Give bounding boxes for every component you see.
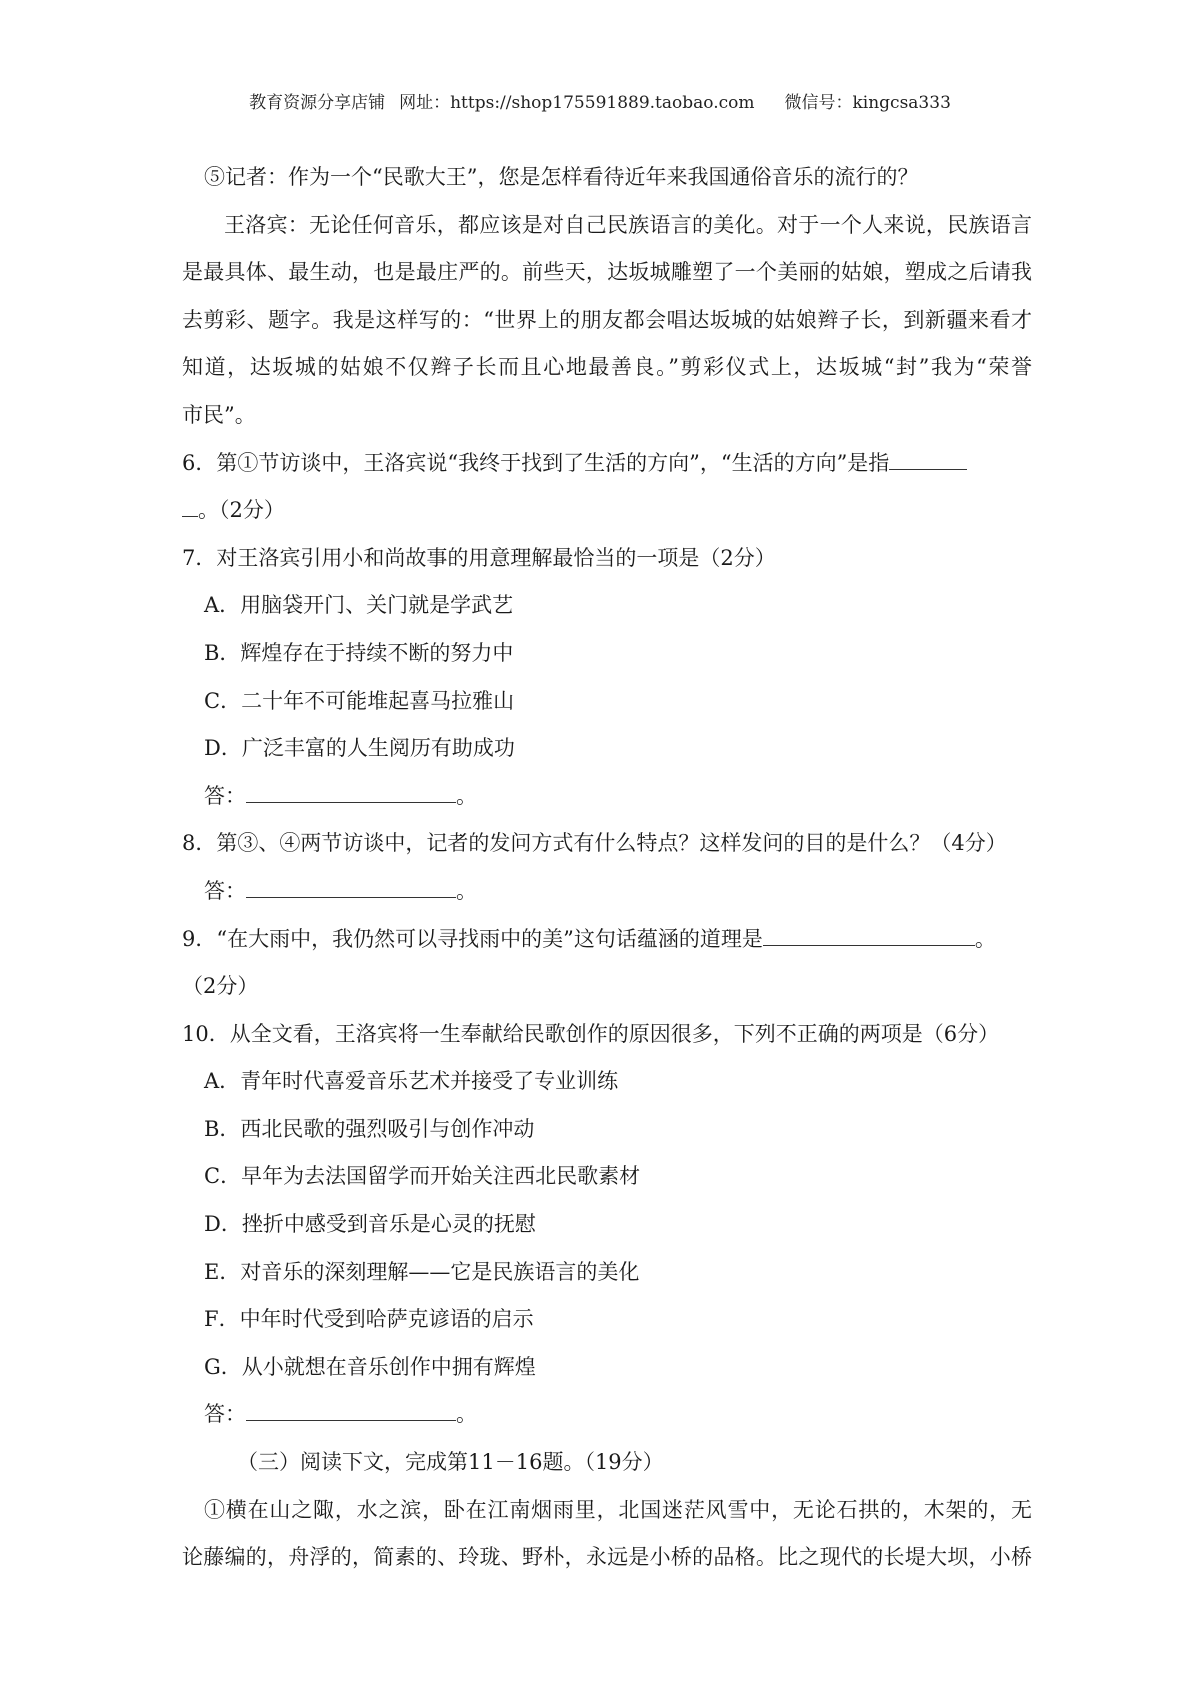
header-shop: 教育资源分享店铺 bbox=[249, 93, 386, 113]
interview-answer-5-line-4: 知道，达坂城的姑娘不仅辫子长而且心地最善良。”剪彩仪式上，达坂城“封”我为“荣誉 bbox=[182, 355, 1032, 380]
header-url: 网址：https://shop175591889.taobao.com bbox=[399, 93, 755, 113]
section-3-paragraph-1-line-1: ①横在山之陬，水之滨，卧在江南烟雨里，北国迷茫风雪中，无论石拱的，木架的，无 bbox=[204, 1497, 1032, 1522]
answer-end: 。 bbox=[456, 878, 477, 903]
question-6-text: 6．第①节访谈中，王洛宾说“我终于找到了生活的方向”，“生活的方向”是指 bbox=[182, 450, 890, 475]
interview-answer-5-line-1: 王洛宾：无论任何音乐，都应该是对自己民族语言的美化。对于一个人来说，民族语言 bbox=[224, 212, 1032, 237]
question-7-stem: 7．对王洛宾引用小和尚故事的用意理解最恰当的一项是（2分） bbox=[182, 545, 776, 570]
question-7-option-c: C．二十年不可能堆起喜马拉雅山 bbox=[204, 688, 515, 713]
page-header bbox=[0, 88, 1200, 113]
question-10-option-d: D．挫折中感受到音乐是心灵的抚慰 bbox=[204, 1212, 536, 1237]
question-6-continued bbox=[182, 487, 1032, 535]
question-9-end: 。 bbox=[974, 926, 996, 951]
question-8-stem: 8．第③、④两节访谈中，记者的发问方式有什么特点？这样发问的目的是什么？（4分） bbox=[182, 831, 1007, 856]
question-7-answer-blank[interactable] bbox=[246, 778, 456, 803]
question-10-answer bbox=[182, 1391, 1032, 1439]
question-9-answer-blank[interactable] bbox=[763, 921, 975, 946]
question-10-option-b: B．西北民歌的强烈吸引与创作冲动 bbox=[204, 1116, 535, 1141]
interview-question-5: ⑤记者：作为一个“民歌大王”，您是怎样看待近年来我国通俗音乐的流行的？ bbox=[204, 165, 919, 189]
question-7-option-b: B．辉煌存在于持续不断的努力中 bbox=[204, 640, 514, 665]
interview-answer-5-line-2: 是最具体、最生动，也是最庄严的。前些天，达坂城雕塑了一个美丽的姑娘，塑成之后请我 bbox=[182, 260, 1032, 285]
question-9-points: （2分） bbox=[182, 974, 259, 999]
section-3-paragraph-1-line-2: 论藤编的，舟浮的，简素的、玲珑、野朴，永远是小桥的品格。比之现代的长堤大坝，小桥 bbox=[182, 1545, 1032, 1570]
answer-label: 答： bbox=[204, 1402, 246, 1427]
question-10-option-c: C．早年为去法国留学而开始关注西北民歌素材 bbox=[204, 1164, 641, 1189]
question-10-option-e: E．对音乐的深刻理解——它是民族语言的美化 bbox=[204, 1259, 640, 1284]
question-6-points: 。（2分） bbox=[198, 498, 285, 523]
question-6 bbox=[182, 440, 1032, 488]
question-10-option-g: G．从小就想在音乐创作中拥有辉煌 bbox=[204, 1354, 536, 1379]
answer-label: 答： bbox=[204, 783, 246, 808]
interview-answer-5-line-3: 去剪彩、题字。我是这样写的：“世界上的朋友都会唱达坂城的姑娘辫子长，到新疆来看才 bbox=[182, 307, 1032, 332]
question-10-option-a: A．青年时代喜爱音乐艺术并接受了专业训练 bbox=[204, 1069, 619, 1094]
question-7-option-a: A．用脑袋开门、关门就是学武艺 bbox=[204, 593, 514, 618]
question-7-option-d: D．广泛丰富的人生阅历有助成功 bbox=[204, 736, 515, 761]
question-9-text: 9．“在大雨中，我仍然可以寻找雨中的美”这句话蕴涵的道理是 bbox=[182, 926, 763, 951]
question-8-answer-blank[interactable] bbox=[246, 873, 456, 898]
answer-label: 答： bbox=[204, 878, 246, 903]
question-10-answer-blank[interactable] bbox=[246, 1396, 456, 1421]
interview-answer-5-line-5: 市民”。 bbox=[182, 402, 256, 427]
document-body bbox=[182, 154, 1032, 1582]
question-6-answer-blank[interactable] bbox=[889, 445, 967, 470]
question-6-answer-blank-cont[interactable] bbox=[182, 492, 198, 517]
answer-end: 。 bbox=[456, 783, 477, 808]
section-3-heading: （三）阅读下文，完成第11－16题。（19分） bbox=[237, 1450, 664, 1475]
question-9 bbox=[182, 916, 1032, 964]
question-10-option-f: F．中年时代受到哈萨克谚语的启示 bbox=[204, 1307, 534, 1332]
header-wechat: 微信号：kingcsa333 bbox=[784, 93, 951, 113]
answer-end: 。 bbox=[456, 1402, 477, 1427]
question-7-answer bbox=[182, 773, 1032, 821]
question-8-answer bbox=[182, 868, 1032, 916]
question-10-stem: 10．从全文看，王洛宾将一生奉献给民歌创作的原因很多，下列不正确的两项是（6分） bbox=[182, 1021, 1000, 1046]
